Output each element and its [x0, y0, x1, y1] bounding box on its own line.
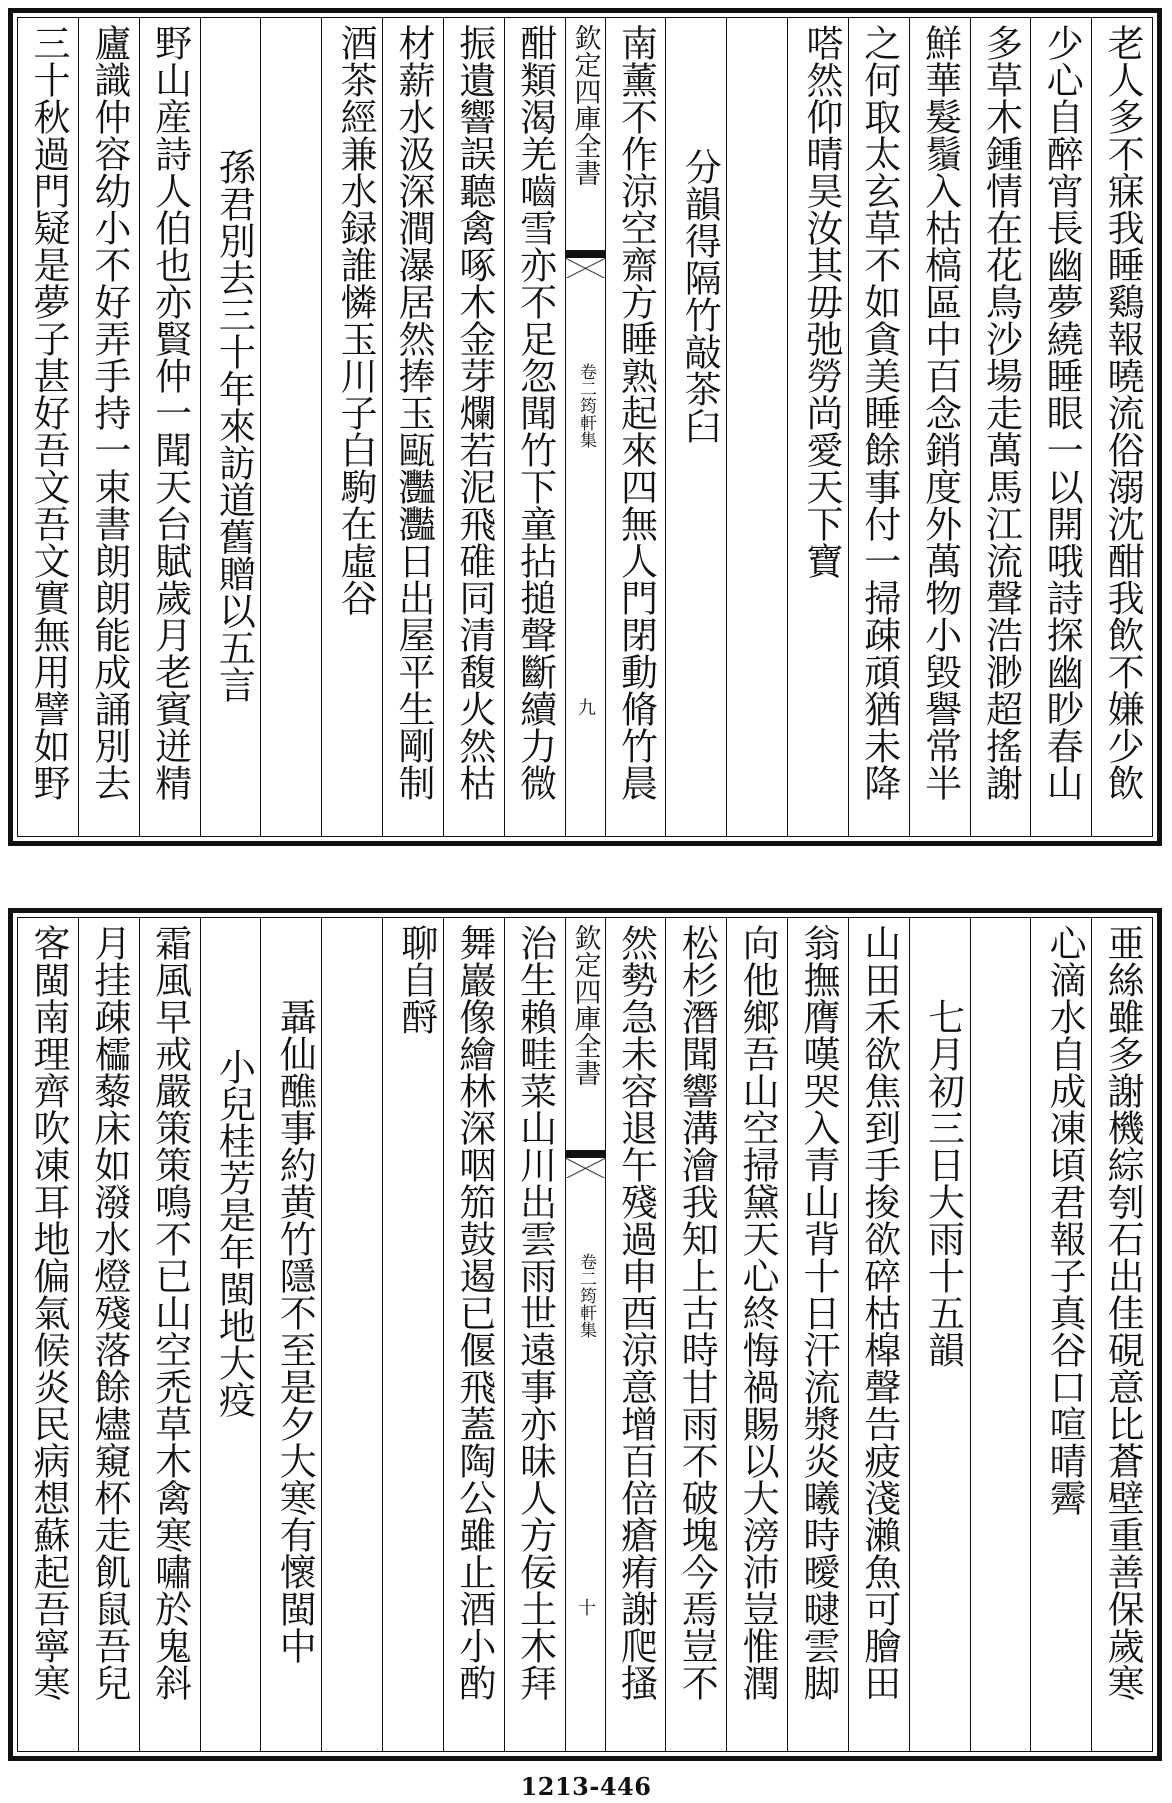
text-column: 亜絲雖多謝機綜刳石出佳硯意比蒼壁重善保歲寒	[1091, 918, 1152, 1751]
text-column: 南薰不作涼空齋方睡熟起來四無人門閉動脩竹晨	[605, 18, 666, 836]
text-column: 舞巖像繪林深咽笳鼓遏已偃飛蓋陶公雖止酒小酌	[443, 918, 504, 1751]
spine-volume: 卷二	[575, 1253, 596, 1287]
text-column: 心滴水自成凍頃君報子真谷口喧晴霽	[1030, 918, 1091, 1751]
text-column: 酒茶經兼水録誰憐玉川子白駒在虛谷	[321, 18, 382, 836]
top-page	[8, 8, 1162, 846]
spine-column	[565, 918, 605, 1751]
poem-title-column: 分韻得隔竹敲茶臼	[665, 18, 726, 836]
poem-title-column: 七月初三日大雨十五韻	[909, 918, 970, 1751]
poem-title-column: 小兒桂芳是年閩地大疫	[200, 918, 261, 1751]
text-column: 嗒然仰晴昊汝其毋弛勞尚愛天下寶	[787, 18, 848, 836]
spine-subtitle	[576, 363, 594, 448]
text-column: 廬識仲容幼小不好弄手持一束書朗朗能成誦別去	[78, 18, 139, 836]
text-column: 然勢急未容退午殘過申酉涼意增百倍瘡痏謝爬搔	[605, 918, 666, 1751]
text-column: 翁撫膺嘆哭入青山背十日汗流漿炎曦時曖曃雲脚	[787, 918, 848, 1751]
spine-column	[565, 18, 605, 836]
text-column: 振遺響誤聽禽啄木金芽爛若泥飛碓同清馥火然枯	[443, 18, 504, 836]
text-column: 客閩南理齊吹凍耳地偏氣候炎民病想蘇起吾寧寒	[27, 924, 71, 1701]
spine-title: 欽定四庫全書	[569, 924, 601, 1086]
text-column: 三十秋過門疑是夢子甚好吾文吾文實無用譬如野	[27, 24, 71, 801]
spine-collection-name: 筠軒集	[575, 1287, 596, 1338]
blank-column	[726, 18, 787, 836]
blank-column	[321, 918, 382, 1751]
blank-column	[260, 18, 321, 836]
text-column: 野山産詩人伯也亦賢仲一聞天台賦歲月老賓迸精	[139, 18, 200, 836]
spine-title: 欽定四庫全書	[569, 24, 601, 186]
text-column: 鮮華髮鬚入枯槁區中百念銷度外萬物小毀譽常半	[909, 18, 970, 836]
text-column: 山田禾欲焦到手捘欲碎枯槹聲告疲淺瀨魚可膾田	[848, 918, 909, 1751]
text-column: 酣類渴羌嚙雪亦不足忽聞竹下童拈搥聲斷續力微	[504, 18, 565, 836]
fishtail-mark	[566, 250, 605, 280]
spine-page-number: 九	[575, 698, 597, 716]
text-column: 多草木鍾情在花鳥沙場走萬馬江流聲浩渺超搖謝	[970, 18, 1031, 836]
page-reference: 1213-446	[520, 1772, 652, 1801]
text-column: 聊自酹	[382, 918, 443, 1751]
top-page-columns	[17, 17, 1153, 837]
text-column: 之何取太玄草不如貪美睡餘事付一掃疎頑猶未降	[848, 18, 909, 836]
blank-column	[970, 918, 1031, 1751]
spine-subtitle	[576, 1253, 594, 1338]
text-column: 霜風早戒嚴策策鳴不已山空禿草木禽寒嘯於鬼斜	[139, 918, 200, 1751]
text-column: 月挂疎櫺藜床如潑水燈殘落餘燼窺杯走飢鼠吾兒	[78, 918, 139, 1751]
text-column: 向他鄉吾山空掃黛天心終悔禍賜以大滂沛豈惟潤	[726, 918, 787, 1751]
poem-title-column: 聶仙醮事約黄竹隱不至是夕大寒有懷閩中	[260, 918, 321, 1751]
text-column: 老人多不寐我睡鷄報曉流俗溺沈酣我飲不嫌少飲	[1091, 18, 1152, 836]
spine-volume: 卷二	[575, 363, 596, 397]
text-column: 治生賴畦菜山川出雲雨世遠事亦昧人方佞土木拜	[504, 918, 565, 1751]
poem-title-column: 孫君別去三十年來訪道舊贈以五言	[200, 18, 261, 836]
text-column: 材薪水汲深澗瀑居然捧玉甌灩灩日出屋平生剛制	[382, 18, 443, 836]
spine-page-number: 十	[575, 1598, 597, 1616]
text-column: 少心自醉宵長幽夢繞睡眼一以開哦詩探幽眇春山	[1030, 18, 1091, 836]
text-column: 松杉潛聞響溝澮我知上古時甘雨不破塊今焉豈不	[665, 918, 726, 1751]
fishtail-mark	[566, 1150, 605, 1180]
spine-collection-name: 筠軒集	[575, 397, 596, 448]
bottom-page-columns	[17, 917, 1153, 1752]
bottom-page	[8, 908, 1162, 1761]
